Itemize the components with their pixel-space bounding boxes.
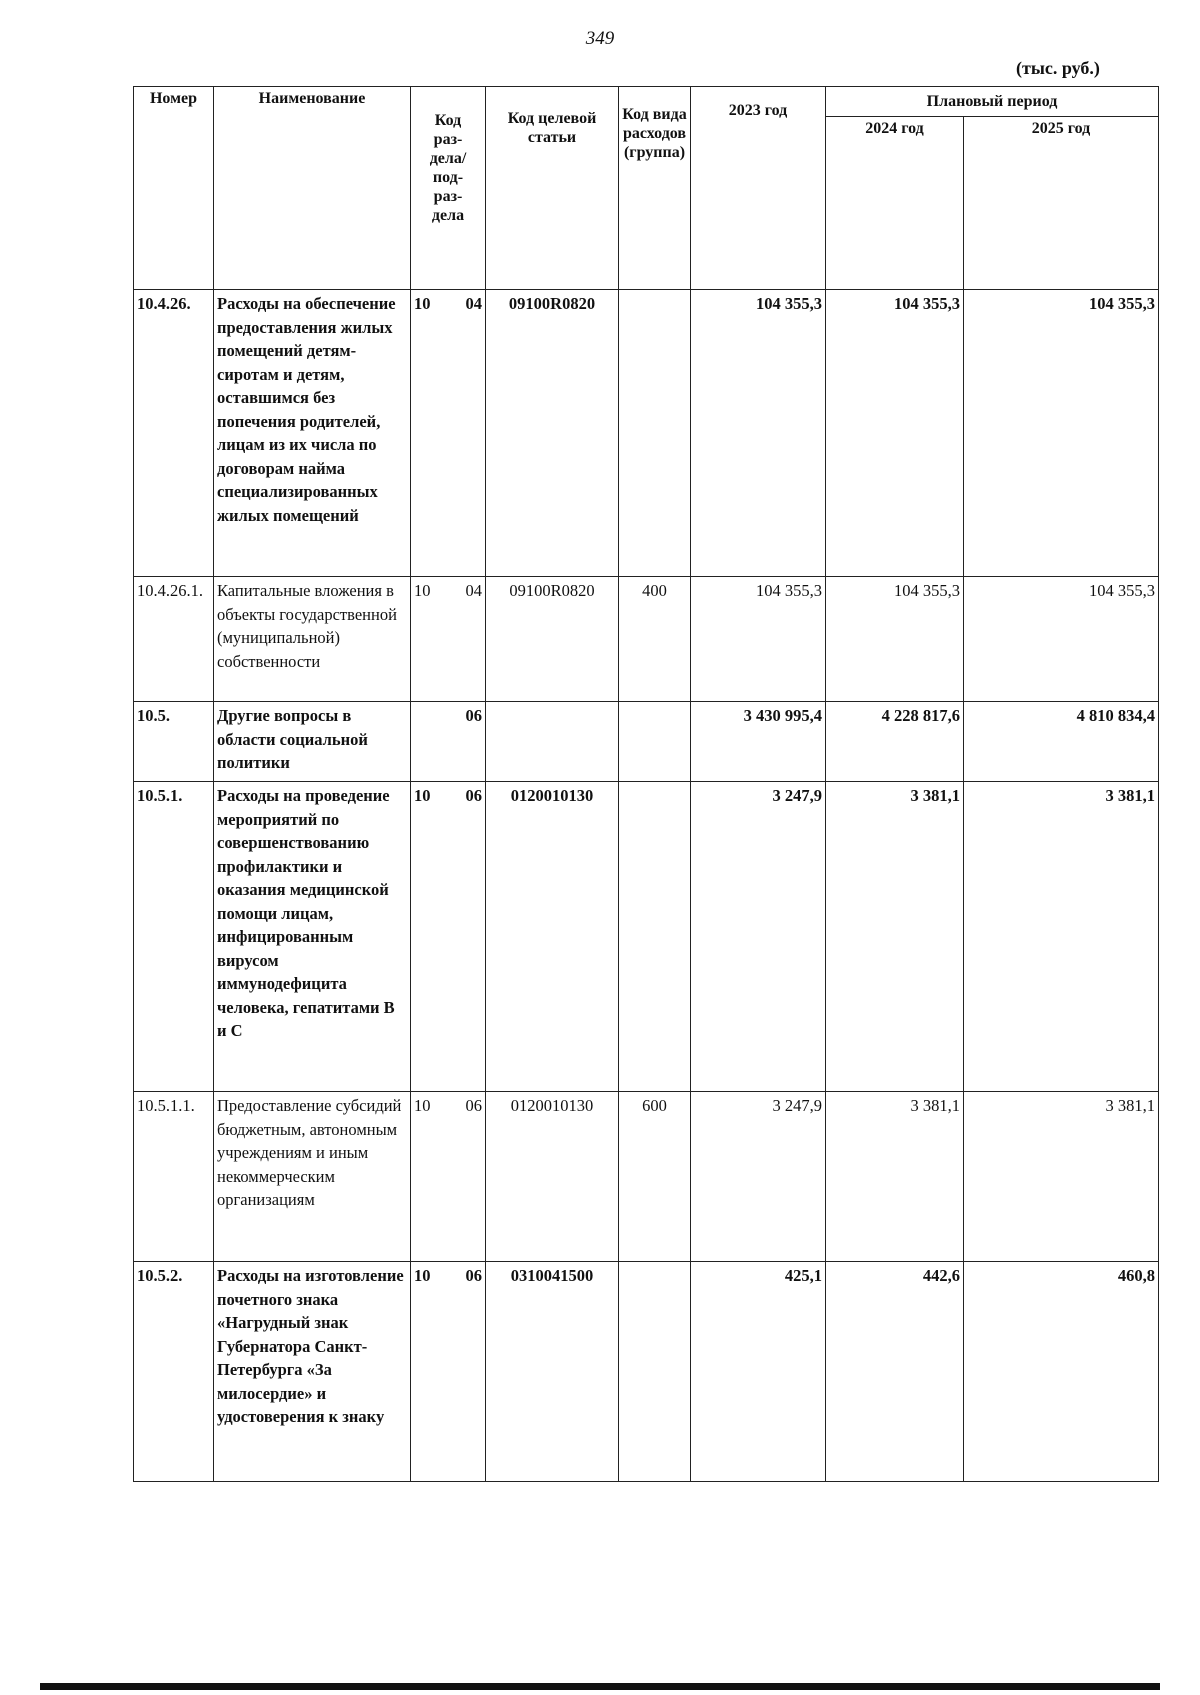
row-section-code: [411, 1262, 486, 1482]
row-amount-2023: 104 355,3: [691, 290, 826, 577]
row-section-code: [411, 1092, 486, 1262]
row-amount-2025: 3 381,1: [964, 782, 1159, 1092]
table-row: [134, 577, 1159, 702]
row-expense-type: 600: [619, 1092, 691, 1262]
row-amount-2024: 3 381,1: [826, 782, 964, 1092]
row-expense-type: [619, 702, 691, 782]
row-amount-2025: 104 355,3: [964, 577, 1159, 702]
table-row: [134, 1262, 1159, 1482]
row-name: Капитальные вложения в объекты государственной (муниципальной) собственности: [214, 577, 411, 702]
row-subsection: 06: [465, 1266, 482, 1285]
table-body: [134, 290, 1159, 1482]
row-number: 10.5.2.: [134, 1262, 214, 1482]
header-section-code: Код раз-дела/ под-раз-дела: [411, 87, 486, 290]
row-target-code: 09100R0820: [486, 290, 619, 577]
row-amount-2025: 460,8: [964, 1262, 1159, 1482]
row-subsection: 04: [465, 581, 482, 600]
row-section-code: [411, 782, 486, 1092]
row-section: 10: [414, 1096, 431, 1115]
row-number: 10.5.1.1.: [134, 1092, 214, 1262]
row-amount-2024: 442,6: [826, 1262, 964, 1482]
row-amount-2024: 3 381,1: [826, 1092, 964, 1262]
row-amount-2025: 4 810 834,4: [964, 702, 1159, 782]
row-section: 10: [414, 786, 431, 805]
header-planned-period: Плановый период: [826, 87, 1159, 117]
row-section-code: [411, 577, 486, 702]
header-number: Номер: [134, 87, 214, 290]
table-row: [134, 702, 1159, 782]
row-subsection: 06: [465, 786, 482, 805]
row-target-code: [486, 702, 619, 782]
header-year-2024: 2024 год: [826, 117, 964, 290]
header-year-2025: 2025 год: [964, 117, 1159, 290]
page-number: 349: [585, 28, 615, 49]
row-name: Другие вопросы в области социальной политики: [214, 702, 411, 782]
row-subsection: 04: [465, 294, 482, 313]
row-section: 10: [414, 581, 431, 600]
row-name: Расходы на изготовление почетного знака «Нагрудный знак Губернатора Санкт-Петербурга «За милосердие» и удостоверения к знаку: [214, 1262, 411, 1482]
row-target-code: 0310041500: [486, 1262, 619, 1482]
row-target-code: 0120010130: [486, 1092, 619, 1262]
row-subsection: 06: [465, 706, 482, 725]
row-amount-2025: 104 355,3: [964, 290, 1159, 577]
row-amount-2023: 104 355,3: [691, 577, 826, 702]
budget-table: [133, 86, 1159, 1482]
row-name: Предоставление субсидий бюджетным, автономным учреждениям и иным некоммерческим организациям: [214, 1092, 411, 1262]
table-header: [134, 87, 1159, 290]
row-amount-2023: 3 430 995,4: [691, 702, 826, 782]
row-name: Расходы на проведение мероприятий по совершенствованию профилактики и оказания медицинской помощи лицам, инфицированным вирусом иммунодефицита человека, гепатитами В и С: [214, 782, 411, 1092]
header-target-code: Код целевой статьи: [486, 87, 619, 290]
row-amount-2025: 3 381,1: [964, 1092, 1159, 1262]
row-expense-type: 400: [619, 577, 691, 702]
row-number: 10.5.: [134, 702, 214, 782]
row-amount-2023: 3 247,9: [691, 1092, 826, 1262]
row-amount-2023: 3 247,9: [691, 782, 826, 1092]
row-number: 10.4.26.: [134, 290, 214, 577]
row-section: 10: [414, 1266, 431, 1285]
row-subsection: 06: [465, 1096, 482, 1115]
header-year-2023: 2023 год: [691, 87, 826, 290]
row-name: Расходы на обеспечение предоставления жилых помещений детям-сиротам и детям, оставшимся без попечения родителей, лицам из их числа по договорам найма специализированных жилых помещений: [214, 290, 411, 577]
row-section-code: [411, 702, 486, 782]
row-target-code: 0120010130: [486, 782, 619, 1092]
row-amount-2023: 425,1: [691, 1262, 826, 1482]
row-amount-2024: 4 228 817,6: [826, 702, 964, 782]
row-expense-type: [619, 1262, 691, 1482]
bottom-rule: [40, 1683, 1160, 1690]
row-section: 10: [414, 294, 431, 313]
row-expense-type: [619, 782, 691, 1092]
row-section-code: [411, 290, 486, 577]
row-number: 10.5.1.: [134, 782, 214, 1092]
table-row: [134, 782, 1159, 1092]
header-expense-type: Код вида расходов (группа): [619, 87, 691, 290]
units-label: (тыс. руб.): [1016, 58, 1100, 78]
header-name: Наименование: [214, 87, 411, 290]
table-row: [134, 1092, 1159, 1262]
table-row: [134, 290, 1159, 577]
row-target-code: 09100R0820: [486, 577, 619, 702]
row-amount-2024: 104 355,3: [826, 577, 964, 702]
row-number: 10.4.26.1.: [134, 577, 214, 702]
row-expense-type: [619, 290, 691, 577]
row-amount-2024: 104 355,3: [826, 290, 964, 577]
